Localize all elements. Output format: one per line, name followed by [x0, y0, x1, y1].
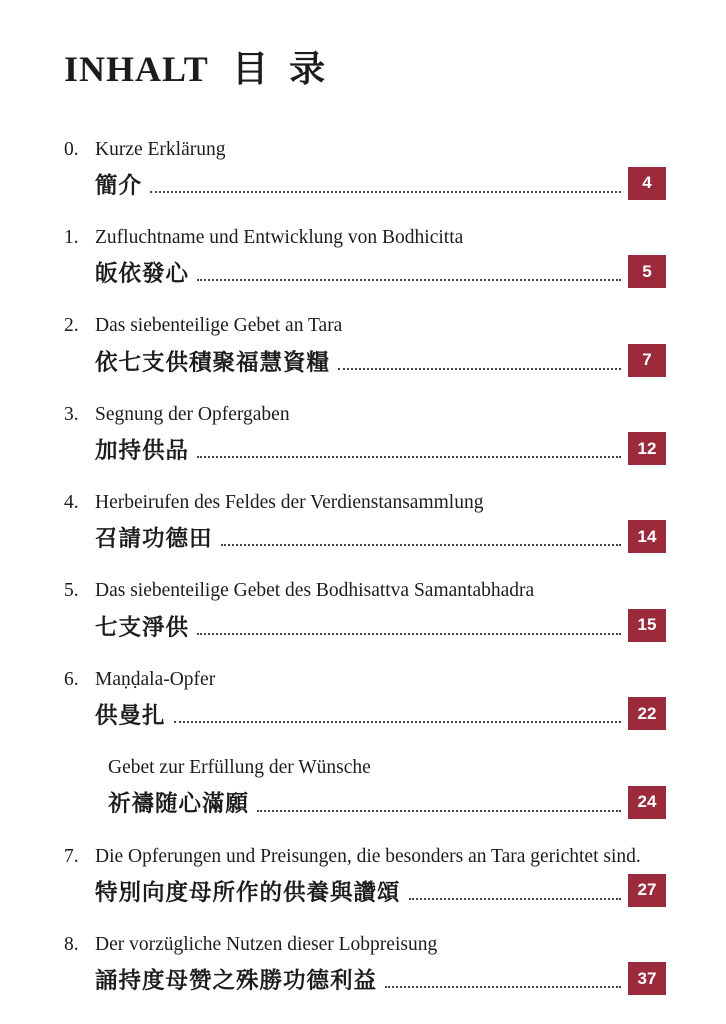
entry-number: 5.	[64, 580, 79, 602]
toc-entry	[64, 668, 666, 730]
toc-entry-title-row	[64, 226, 666, 250]
dot-leader	[257, 810, 621, 812]
entry-title-chinese: 簡介	[95, 172, 143, 198]
entry-title-german: Gebet zur Erfüllung der Wünsche	[108, 757, 371, 779]
toc-entry	[64, 138, 666, 200]
entry-number: 8.	[64, 933, 79, 955]
dot-leader	[197, 456, 621, 458]
entry-number: 2.	[64, 315, 79, 337]
toc-entry-title-row	[77, 756, 666, 780]
toc-entry-page-row	[95, 344, 666, 377]
entry-title-german: Maṇḍala-Opfer	[95, 668, 216, 690]
entry-title-chinese: 七支淨供	[95, 614, 190, 640]
toc-entry-title-row	[64, 845, 666, 869]
entry-title-german: Die Opferungen und Preisungen, die besonders an Tara gerichtet sind.	[95, 845, 641, 867]
entry-title-chinese: 供曼扎	[95, 703, 166, 729]
toc-entry	[64, 579, 666, 641]
toc-entry	[64, 403, 666, 465]
entry-title-chinese: 召請功德田	[95, 526, 213, 552]
page-title-chinese: 目 录	[232, 49, 332, 89]
entry-title-german: Das siebenteilige Gebet des Bodhisattva Samantabhadra	[95, 580, 535, 602]
dot-leader	[197, 633, 621, 635]
page-number-badge: 24	[628, 786, 666, 819]
entry-title-german: Herbeirufen des Feldes der Verdienstansammlung	[95, 492, 484, 514]
toc-entry-page-row	[95, 432, 666, 465]
toc-entry-page-row	[95, 255, 666, 288]
toc-entry-page-row	[95, 167, 666, 200]
page-number-badge: 14	[628, 520, 666, 553]
toc-entry-page-row	[95, 697, 666, 730]
toc-entry-title-row	[64, 491, 666, 515]
toc-entry-title-row	[64, 403, 666, 427]
dot-leader	[221, 544, 621, 546]
toc-entry-page-row	[95, 609, 666, 642]
dot-leader	[409, 898, 621, 900]
toc-entry-page-row	[95, 962, 666, 995]
entry-number: 1.	[64, 226, 79, 248]
dot-leader	[197, 279, 621, 281]
page-number-badge: 4	[628, 167, 666, 200]
entry-number: 6.	[64, 668, 79, 690]
toc-entry-title-row	[64, 138, 666, 162]
entry-title-chinese: 加持供品	[95, 437, 190, 463]
page-number-badge: 12	[628, 432, 666, 465]
entry-number: 3.	[64, 403, 79, 425]
toc-entry	[64, 933, 666, 995]
entry-title-chinese: 皈依發心	[95, 261, 190, 287]
toc-entry-title-row	[64, 668, 666, 692]
page-number-badge: 15	[628, 609, 666, 642]
entry-title-chinese: 特別向度母所作的供養與讚頌	[95, 879, 401, 905]
page-number-badge: 27	[628, 874, 666, 907]
entry-title-german: Der vorzügliche Nutzen dieser Lobpreisung	[95, 933, 438, 955]
page-number-badge: 37	[628, 962, 666, 995]
entry-title-chinese: 誦持度母赞之殊勝功德利益	[95, 968, 378, 994]
toc-entry	[77, 756, 666, 818]
page-number-badge: 5	[628, 255, 666, 288]
page-number-badge: 22	[628, 697, 666, 730]
toc-entry-title-row	[64, 933, 666, 957]
entry-title-german: Zufluchtname und Entwicklung von Bodhicitta	[95, 226, 464, 248]
entry-number	[77, 756, 108, 780]
entry-number: 7.	[64, 845, 79, 867]
toc-entry	[64, 314, 666, 376]
page-title-german: INHALT	[64, 49, 209, 89]
toc-entry-page-row	[95, 520, 666, 553]
toc-entry-title-row	[64, 579, 666, 603]
entry-title-german: Das siebenteilige Gebet an Tara	[95, 315, 343, 337]
dot-leader	[385, 986, 621, 988]
dot-leader	[338, 368, 621, 370]
toc-entry	[64, 845, 666, 907]
toc-entry	[64, 491, 666, 553]
toc-entry-page-row	[108, 786, 666, 819]
toc-entry	[64, 226, 666, 288]
page-title	[64, 50, 666, 90]
entry-title-chinese: 祈禱随心滿願	[108, 791, 250, 817]
page-number-badge: 7	[628, 344, 666, 377]
entry-number: 4.	[64, 492, 79, 514]
dot-leader	[150, 191, 621, 193]
toc-entry-page-row	[95, 874, 666, 907]
toc-entry-title-row	[64, 314, 666, 338]
dot-leader	[174, 721, 621, 723]
entry-title-german: Kurze Erklärung	[95, 138, 226, 160]
toc-list	[64, 138, 666, 996]
entry-title-chinese: 依七支供積聚福慧資糧	[95, 349, 331, 375]
entry-number: 0.	[64, 138, 79, 160]
entry-title-german: Segnung der Opfergaben	[95, 403, 290, 425]
